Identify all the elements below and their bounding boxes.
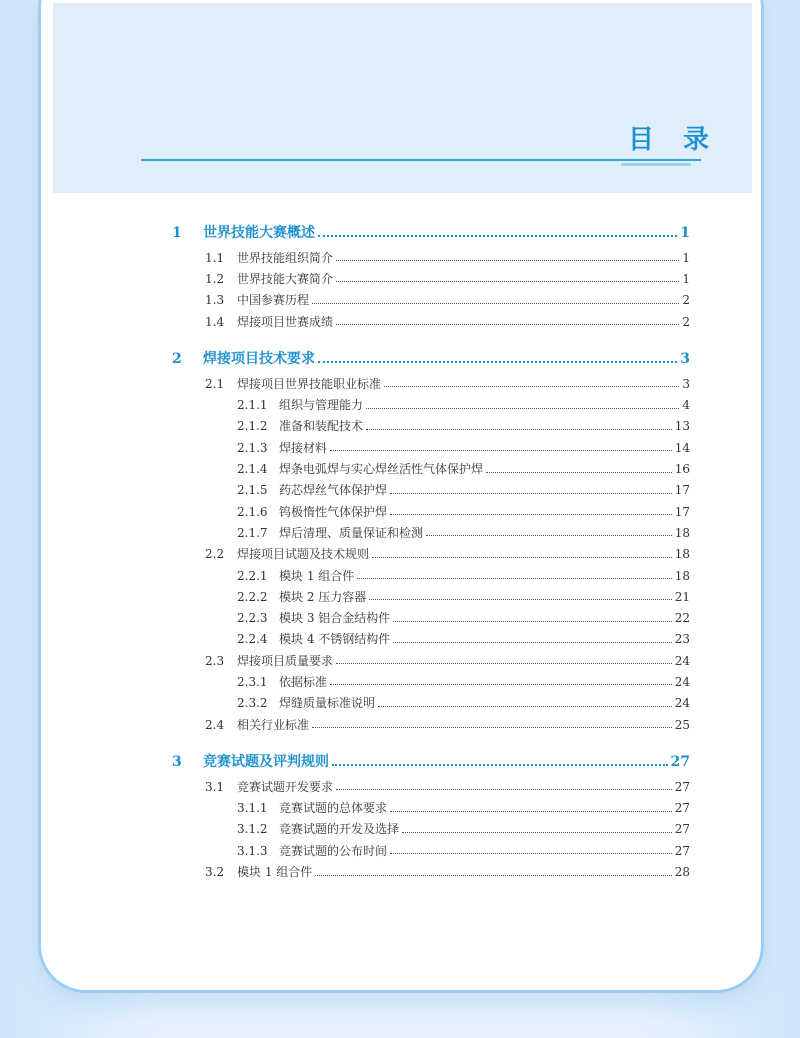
entry-page: 3 (682, 376, 690, 391)
toc-entry[interactable] (172, 480, 690, 501)
toc-chapter[interactable] (172, 219, 690, 247)
toc-entry[interactable] (172, 629, 690, 650)
entry-page: 22 (674, 611, 690, 626)
entry-number: 3.1.1 (237, 801, 268, 816)
dot-leader (366, 429, 672, 430)
entry-page: 24 (674, 674, 690, 689)
entry-number: 3.2 (205, 865, 225, 880)
entry-page: 1 (682, 271, 690, 286)
dot-leader (336, 789, 672, 790)
entry-title: 焊接项目世界技能职业标准 (237, 376, 382, 391)
dot-leader (390, 811, 672, 812)
dot-leader (318, 361, 677, 363)
entry-number: 2.2.4 (237, 632, 268, 647)
entry-title: 焊接项目试题及技术规则 (237, 547, 370, 562)
toc-entry[interactable] (172, 290, 690, 311)
entry-number: 2.2.3 (237, 611, 268, 626)
entry-title: 竞赛试题的开发及选择 (279, 822, 400, 837)
entry-page: 2 (682, 314, 690, 329)
entry-number: 2.1.6 (237, 504, 268, 519)
toc-entry[interactable] (172, 373, 690, 394)
entry-page: 21 (674, 589, 690, 604)
toc-entry[interactable] (172, 565, 690, 586)
entry-page: 2 (682, 293, 690, 308)
toc-entry[interactable] (172, 776, 690, 797)
dot-leader (330, 450, 672, 451)
dot-leader (315, 875, 671, 876)
entry-page: 3 (680, 351, 690, 368)
entry-number: 1.1 (205, 250, 225, 265)
entry-title: 焊条电弧焊与实心焊丝活性气体保护焊 (279, 462, 484, 477)
entry-number: 2.1.2 (237, 419, 268, 434)
toc-entry[interactable] (172, 693, 690, 714)
entry-number: 2.2.1 (237, 568, 268, 583)
toc-entry[interactable] (172, 671, 690, 692)
entry-number: 1.2 (205, 271, 225, 286)
title-rule-accent (621, 163, 691, 166)
entry-title: 组织与管理能力 (279, 398, 364, 413)
entry-title: 模块 2 压力容器 (279, 589, 367, 604)
toc-entry[interactable] (172, 586, 690, 607)
entry-number: 3 (172, 754, 182, 771)
toc-entry[interactable] (172, 607, 690, 628)
toc-entry[interactable] (172, 247, 690, 268)
entry-page: 18 (674, 547, 690, 562)
dot-leader (390, 493, 672, 494)
entry-title: 焊接材料 (279, 440, 328, 455)
entry-title: 竞赛试题的公布时间 (279, 843, 388, 858)
entry-number: 3.1 (205, 779, 225, 794)
dot-leader (369, 599, 671, 600)
dot-leader (390, 514, 672, 515)
entry-page: 27 (674, 822, 690, 837)
toc-entry[interactable] (172, 714, 690, 735)
entry-number: 1.4 (205, 314, 225, 329)
dot-leader (332, 764, 668, 766)
entry-number: 2.1.4 (237, 462, 268, 477)
entry-title: 焊接项目技术要求 (203, 351, 315, 368)
entry-page: 1 (680, 225, 690, 241)
toc-entry[interactable] (172, 458, 690, 479)
toc-entry[interactable] (172, 311, 690, 332)
dot-leader (402, 832, 672, 833)
entry-title: 焊接项目质量要求 (237, 653, 334, 668)
entry-page: 27 (674, 843, 690, 858)
entry-number: 2.1.1 (237, 398, 268, 413)
entry-title: 焊缝质量标准说明 (279, 696, 376, 711)
dot-leader (312, 727, 672, 728)
entry-page: 1 (682, 250, 690, 265)
entry-page: 18 (674, 568, 690, 583)
entry-title: 钨极惰性气体保护焊 (279, 504, 388, 519)
entry-number: 2.2.2 (237, 589, 268, 604)
toc-entry[interactable] (172, 394, 690, 415)
entry-page: 24 (674, 653, 690, 668)
entry-title: 药芯焊丝气体保护焊 (279, 483, 388, 498)
entry-page: 18 (674, 525, 690, 540)
dot-leader (312, 303, 679, 304)
dot-leader (336, 260, 679, 261)
dot-leader (384, 386, 679, 387)
entry-title: 竞赛试题的总体要求 (279, 801, 388, 816)
dot-leader (426, 535, 672, 536)
entry-number: 2 (172, 351, 182, 368)
entry-page: 14 (674, 440, 690, 455)
entry-number: 2.1.7 (237, 525, 268, 540)
entry-page: 23 (674, 632, 690, 647)
dot-leader (330, 684, 672, 685)
entry-number: 2.4 (205, 717, 225, 732)
entry-number: 2.3.1 (237, 674, 268, 689)
toc-entry[interactable] (172, 416, 690, 437)
entry-title: 焊后清理、质量保证和检测 (279, 525, 424, 540)
toc-entry[interactable] (172, 650, 690, 671)
entry-page: 27 (674, 779, 690, 794)
toc-entry[interactable] (172, 819, 690, 840)
entry-page: 17 (674, 483, 690, 498)
toc-entry[interactable] (172, 840, 690, 861)
entry-title: 竞赛试题开发要求 (237, 779, 334, 794)
dot-leader (372, 557, 672, 558)
dot-leader (393, 621, 671, 622)
entry-title: 模块 4 不锈钢结构件 (279, 632, 391, 647)
entry-title: 世界技能组织简介 (237, 250, 334, 265)
toc-entry[interactable] (172, 437, 690, 458)
toc-entry[interactable] (172, 544, 690, 565)
entry-number: 3.1.2 (237, 822, 268, 837)
dot-leader (336, 281, 679, 282)
entry-number: 2.1.5 (237, 483, 268, 498)
toc-entry[interactable] (172, 861, 690, 882)
toc-entry[interactable] (172, 501, 690, 522)
entry-number: 2.2 (205, 547, 225, 562)
entry-title: 模块 1 组合件 (279, 568, 355, 583)
entry-number: 1 (172, 225, 182, 241)
dot-leader (366, 408, 679, 409)
entry-number: 1.3 (205, 293, 225, 308)
dot-leader (318, 235, 677, 237)
dot-leader (378, 706, 672, 707)
dot-leader (336, 324, 679, 325)
entry-number: 2.1.3 (237, 440, 268, 455)
entry-number: 2.1 (205, 376, 225, 391)
title-rule (141, 159, 701, 161)
entry-title: 模块 1 组合件 (237, 865, 313, 880)
entry-page: 17 (674, 504, 690, 519)
toc-chapter[interactable] (172, 748, 690, 776)
entry-title: 世界技能大赛简介 (237, 271, 334, 286)
entry-page: 27 (674, 801, 690, 816)
entry-page: 13 (674, 419, 690, 434)
toc-entry[interactable] (172, 268, 690, 289)
entry-page: 16 (674, 462, 690, 477)
dot-leader (486, 472, 672, 473)
entry-number: 2.3 (205, 653, 225, 668)
dot-leader (336, 663, 672, 664)
page-title: 目 录 (628, 125, 720, 155)
entry-title: 准备和装配技术 (279, 419, 364, 434)
entry-title: 焊接项目世赛成绩 (237, 314, 334, 329)
toc-chapter[interactable] (172, 345, 690, 373)
entry-title: 竞赛试题及评判规则 (203, 754, 329, 771)
toc-entry[interactable] (172, 522, 690, 543)
dot-leader (357, 578, 671, 579)
entry-title: 中国参赛历程 (237, 293, 310, 308)
entry-title: 世界技能大赛概述 (203, 225, 315, 241)
entry-page: 25 (674, 717, 690, 732)
entry-title: 相关行业标准 (237, 717, 310, 732)
entry-page: 28 (674, 865, 690, 880)
entry-page: 24 (674, 696, 690, 711)
entry-page: 4 (682, 398, 690, 413)
entry-title: 依据标准 (279, 674, 328, 689)
toc-entry[interactable] (172, 798, 690, 819)
table-of-contents (172, 219, 690, 883)
entry-number: 2.3.2 (237, 696, 268, 711)
dot-leader (390, 853, 672, 854)
entry-title: 模块 3 铝合金结构件 (279, 611, 391, 626)
dot-leader (393, 642, 671, 643)
entry-number: 3.1.3 (237, 843, 268, 858)
entry-page: 27 (670, 754, 690, 771)
